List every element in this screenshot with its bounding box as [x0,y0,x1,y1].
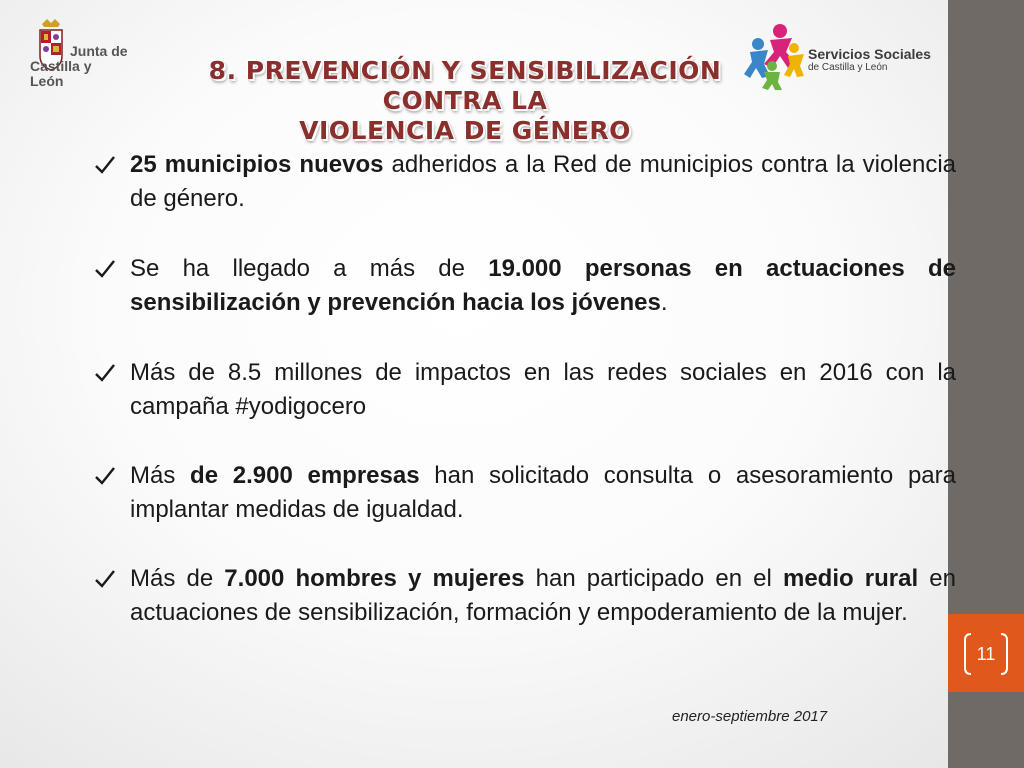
servicios-logo-line2: de Castilla y León [808,62,888,73]
bullet-span: . [660,289,668,316]
check-icon [94,362,116,384]
bullet-span: adheridos a la Red de municipios contra la violencia de género. [130,151,956,212]
bullet-text [130,459,956,527]
list-item [92,148,956,216]
servicios-logo-line1: Servicios Sociales [808,46,931,62]
bullet-span: Más [130,462,191,489]
page-title [150,56,780,146]
bullet-text [130,252,956,320]
bullet-text [130,356,956,424]
bullet-span: han solicitado consulta o asesoramiento para implantar medidas de igualdad. [130,462,956,523]
bullet-span: Se ha llegado a más de [130,255,489,282]
check-icon [94,258,116,280]
bullet-span: Más de [130,565,225,592]
date-footer: enero-septiembre 2017 [672,708,828,725]
list-item [92,562,956,630]
page-number: 11 [976,644,996,664]
bullet-text [130,562,956,630]
junta-logo-line1: Junta de [70,43,128,59]
bullet-bold: 25 municipios nuevos [130,151,384,178]
check-icon [94,465,116,487]
bullet-bold: medio rural [782,565,919,592]
bullet-bold: 19.000 personas en actuaciones de sensibilización y prevención hacia los jóvenes [130,255,956,316]
junta-logo-line2: Castilla y León [30,58,92,89]
servicios-sociales-logo [742,22,942,98]
list-item [92,356,956,424]
list-item [92,252,956,320]
check-icon [94,568,116,590]
bullet-span: han participado en el [524,565,783,592]
check-icon [94,154,116,176]
bullet-bold: de 2.900 empresas [190,462,420,489]
bullet-text [130,148,956,216]
title-line2: VIOLENCIA DE GÉNERO [299,116,631,145]
list-item [92,459,956,527]
bullet-span: Más de 8.5 millones de impactos en las redes sociales en 2016 con la campaña #yodigocero [130,359,956,420]
title-line1: 8. PREVENCIÓN Y SENSIBILIZACIÓN CONTRA LA [208,56,722,115]
bullet-span: en actuaciones de sensibilización, formación y empoderamiento de la mujer. [130,565,956,626]
junta-castilla-leon-logo [28,18,138,89]
bullet-bold: 7.000 hombres y mujeres [224,565,525,592]
people-figures-icon [742,22,812,92]
